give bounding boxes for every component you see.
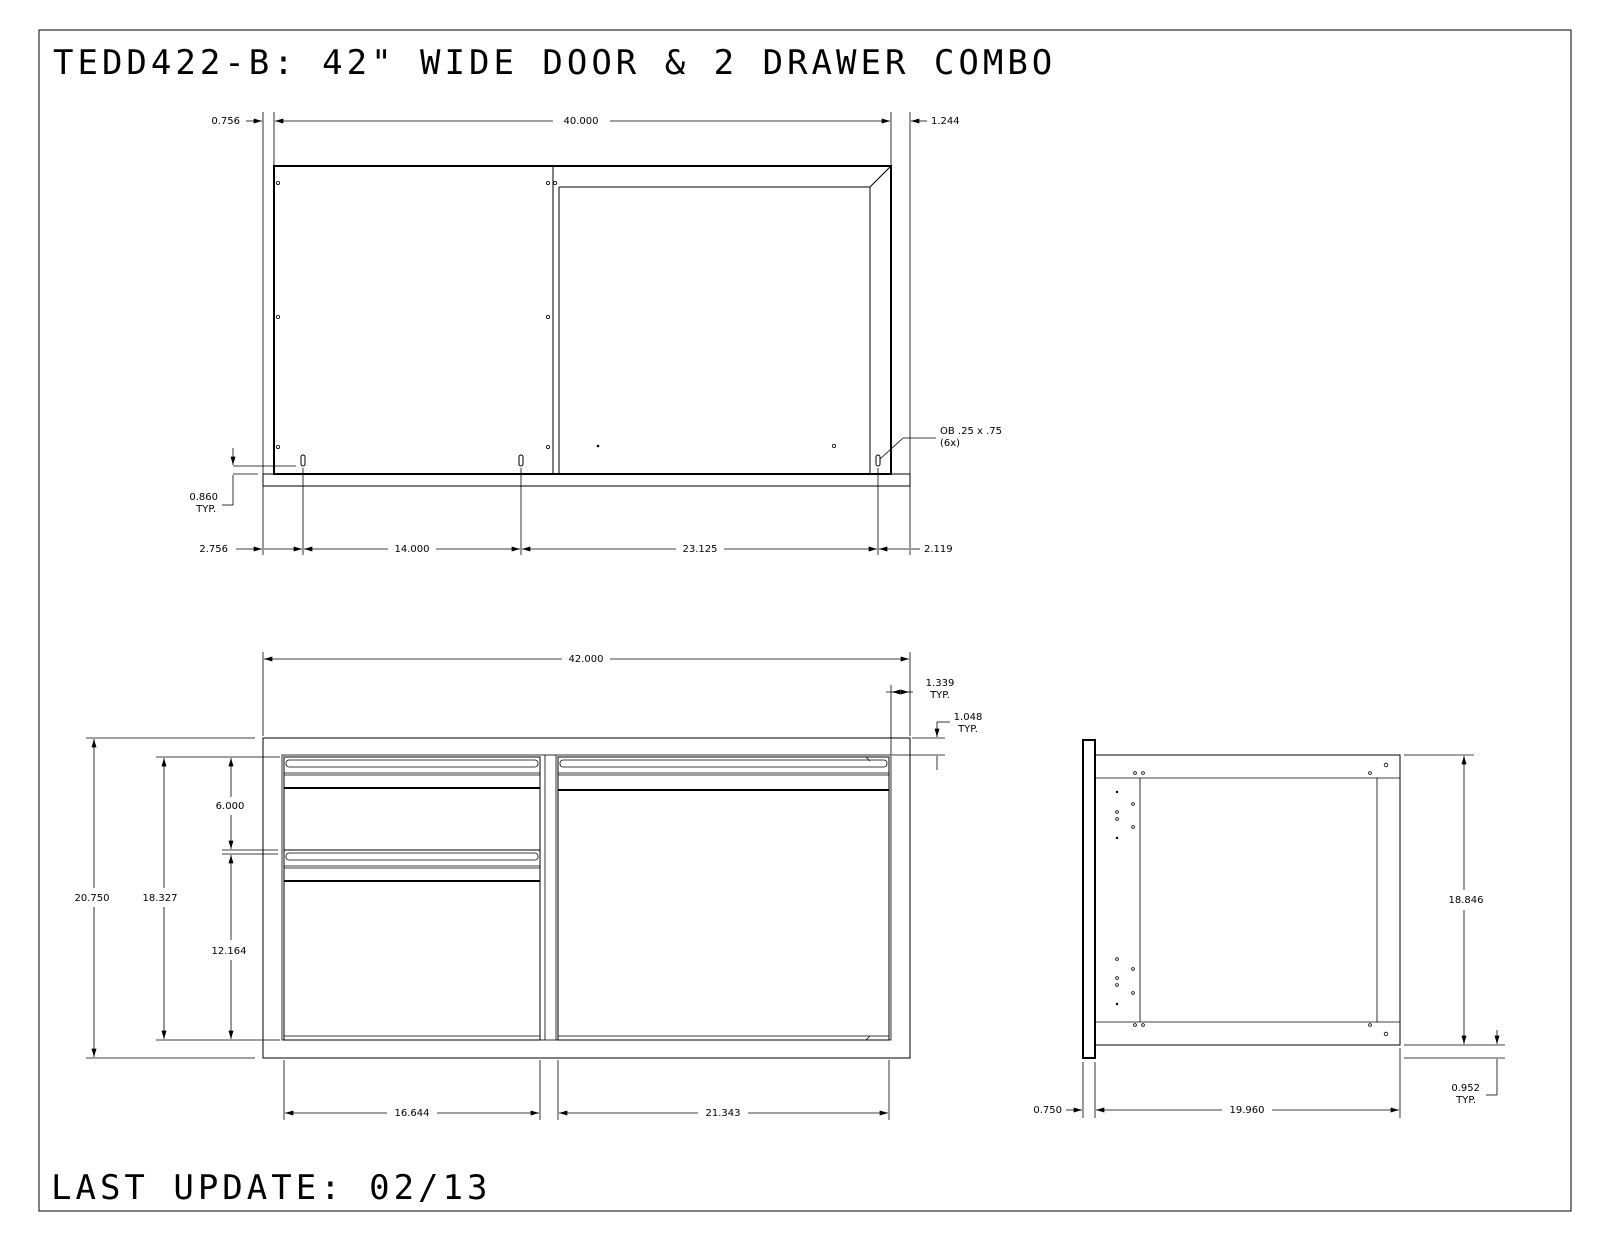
dim-front-overall-height: 20.750 xyxy=(74,893,110,904)
dim-top-slot-edge-offset: 0.860 xyxy=(189,492,218,503)
side-view-body xyxy=(1095,755,1400,1045)
dim-side-bottom-offset: 0.952 xyxy=(1451,1083,1480,1094)
dim-front-top-drawer-height: 6.000 xyxy=(215,801,245,812)
top-view-panel xyxy=(274,166,891,474)
top-view-slots xyxy=(301,455,880,466)
sheet-border xyxy=(39,30,1571,1211)
front-view xyxy=(75,652,983,1120)
dim-top-slot-right: 2.119 xyxy=(924,544,953,555)
dim-front-top-frame: 1.048 xyxy=(953,712,983,723)
dim-top-slot-edge-typ: TYP. xyxy=(196,504,216,515)
bottom-drawer xyxy=(284,850,540,1040)
front-view-opening xyxy=(282,755,891,1040)
dim-top-right-offset: 1.244 xyxy=(931,116,960,127)
slot-note: OB .25 x .75 xyxy=(940,426,1002,437)
top-view xyxy=(189,112,1002,555)
right-door xyxy=(558,757,889,1040)
dim-top-slot-spacing-1: 14.000 xyxy=(394,544,430,555)
dim-front-door-width: 21.343 xyxy=(705,1108,741,1119)
side-view-flange xyxy=(1083,740,1095,1058)
drawing-title: TEDD422-B: 42" WIDE DOOR & 2 DRAWER COMBO xyxy=(53,43,1057,83)
dim-front-side-frame: 1.339 xyxy=(925,678,955,689)
dim-front-opening-height: 18.327 xyxy=(142,893,178,904)
last-update: LAST UPDATE: 02/13 xyxy=(51,1168,492,1208)
dim-side-bottom-offset-typ: TYP. xyxy=(1456,1095,1476,1106)
top-drawer xyxy=(284,757,540,850)
side-view xyxy=(1033,740,1505,1118)
top-view-holes xyxy=(276,181,835,448)
dim-top-slot-left: 2.756 xyxy=(199,544,228,555)
dim-side-height: 18.846 xyxy=(1448,895,1484,906)
dim-side-depth: 19.960 xyxy=(1229,1105,1265,1116)
dim-front-drawer-width: 16.644 xyxy=(394,1108,430,1119)
dim-top-slot-spacing-2: 23.125 xyxy=(682,544,718,555)
slot-note-count: (6x) xyxy=(940,438,961,449)
dim-front-top-frame-typ: TYP. xyxy=(958,724,978,735)
dim-top-left-offset: 0.756 xyxy=(211,116,240,127)
front-view-frame xyxy=(263,738,910,1058)
dim-side-flange: 0.750 xyxy=(1033,1105,1062,1116)
dim-front-side-frame-typ: TYP. xyxy=(930,690,950,701)
door-panel xyxy=(558,757,889,1040)
drawer-stack xyxy=(284,757,540,1040)
top-view-base-strip xyxy=(263,474,910,486)
dim-front-bottom-drawer-height: 12.164 xyxy=(211,946,247,957)
dim-front-overall-width: 42.000 xyxy=(568,654,604,665)
side-view-holes xyxy=(1116,763,1388,1036)
dim-top-overall-width: 40.000 xyxy=(563,116,599,127)
